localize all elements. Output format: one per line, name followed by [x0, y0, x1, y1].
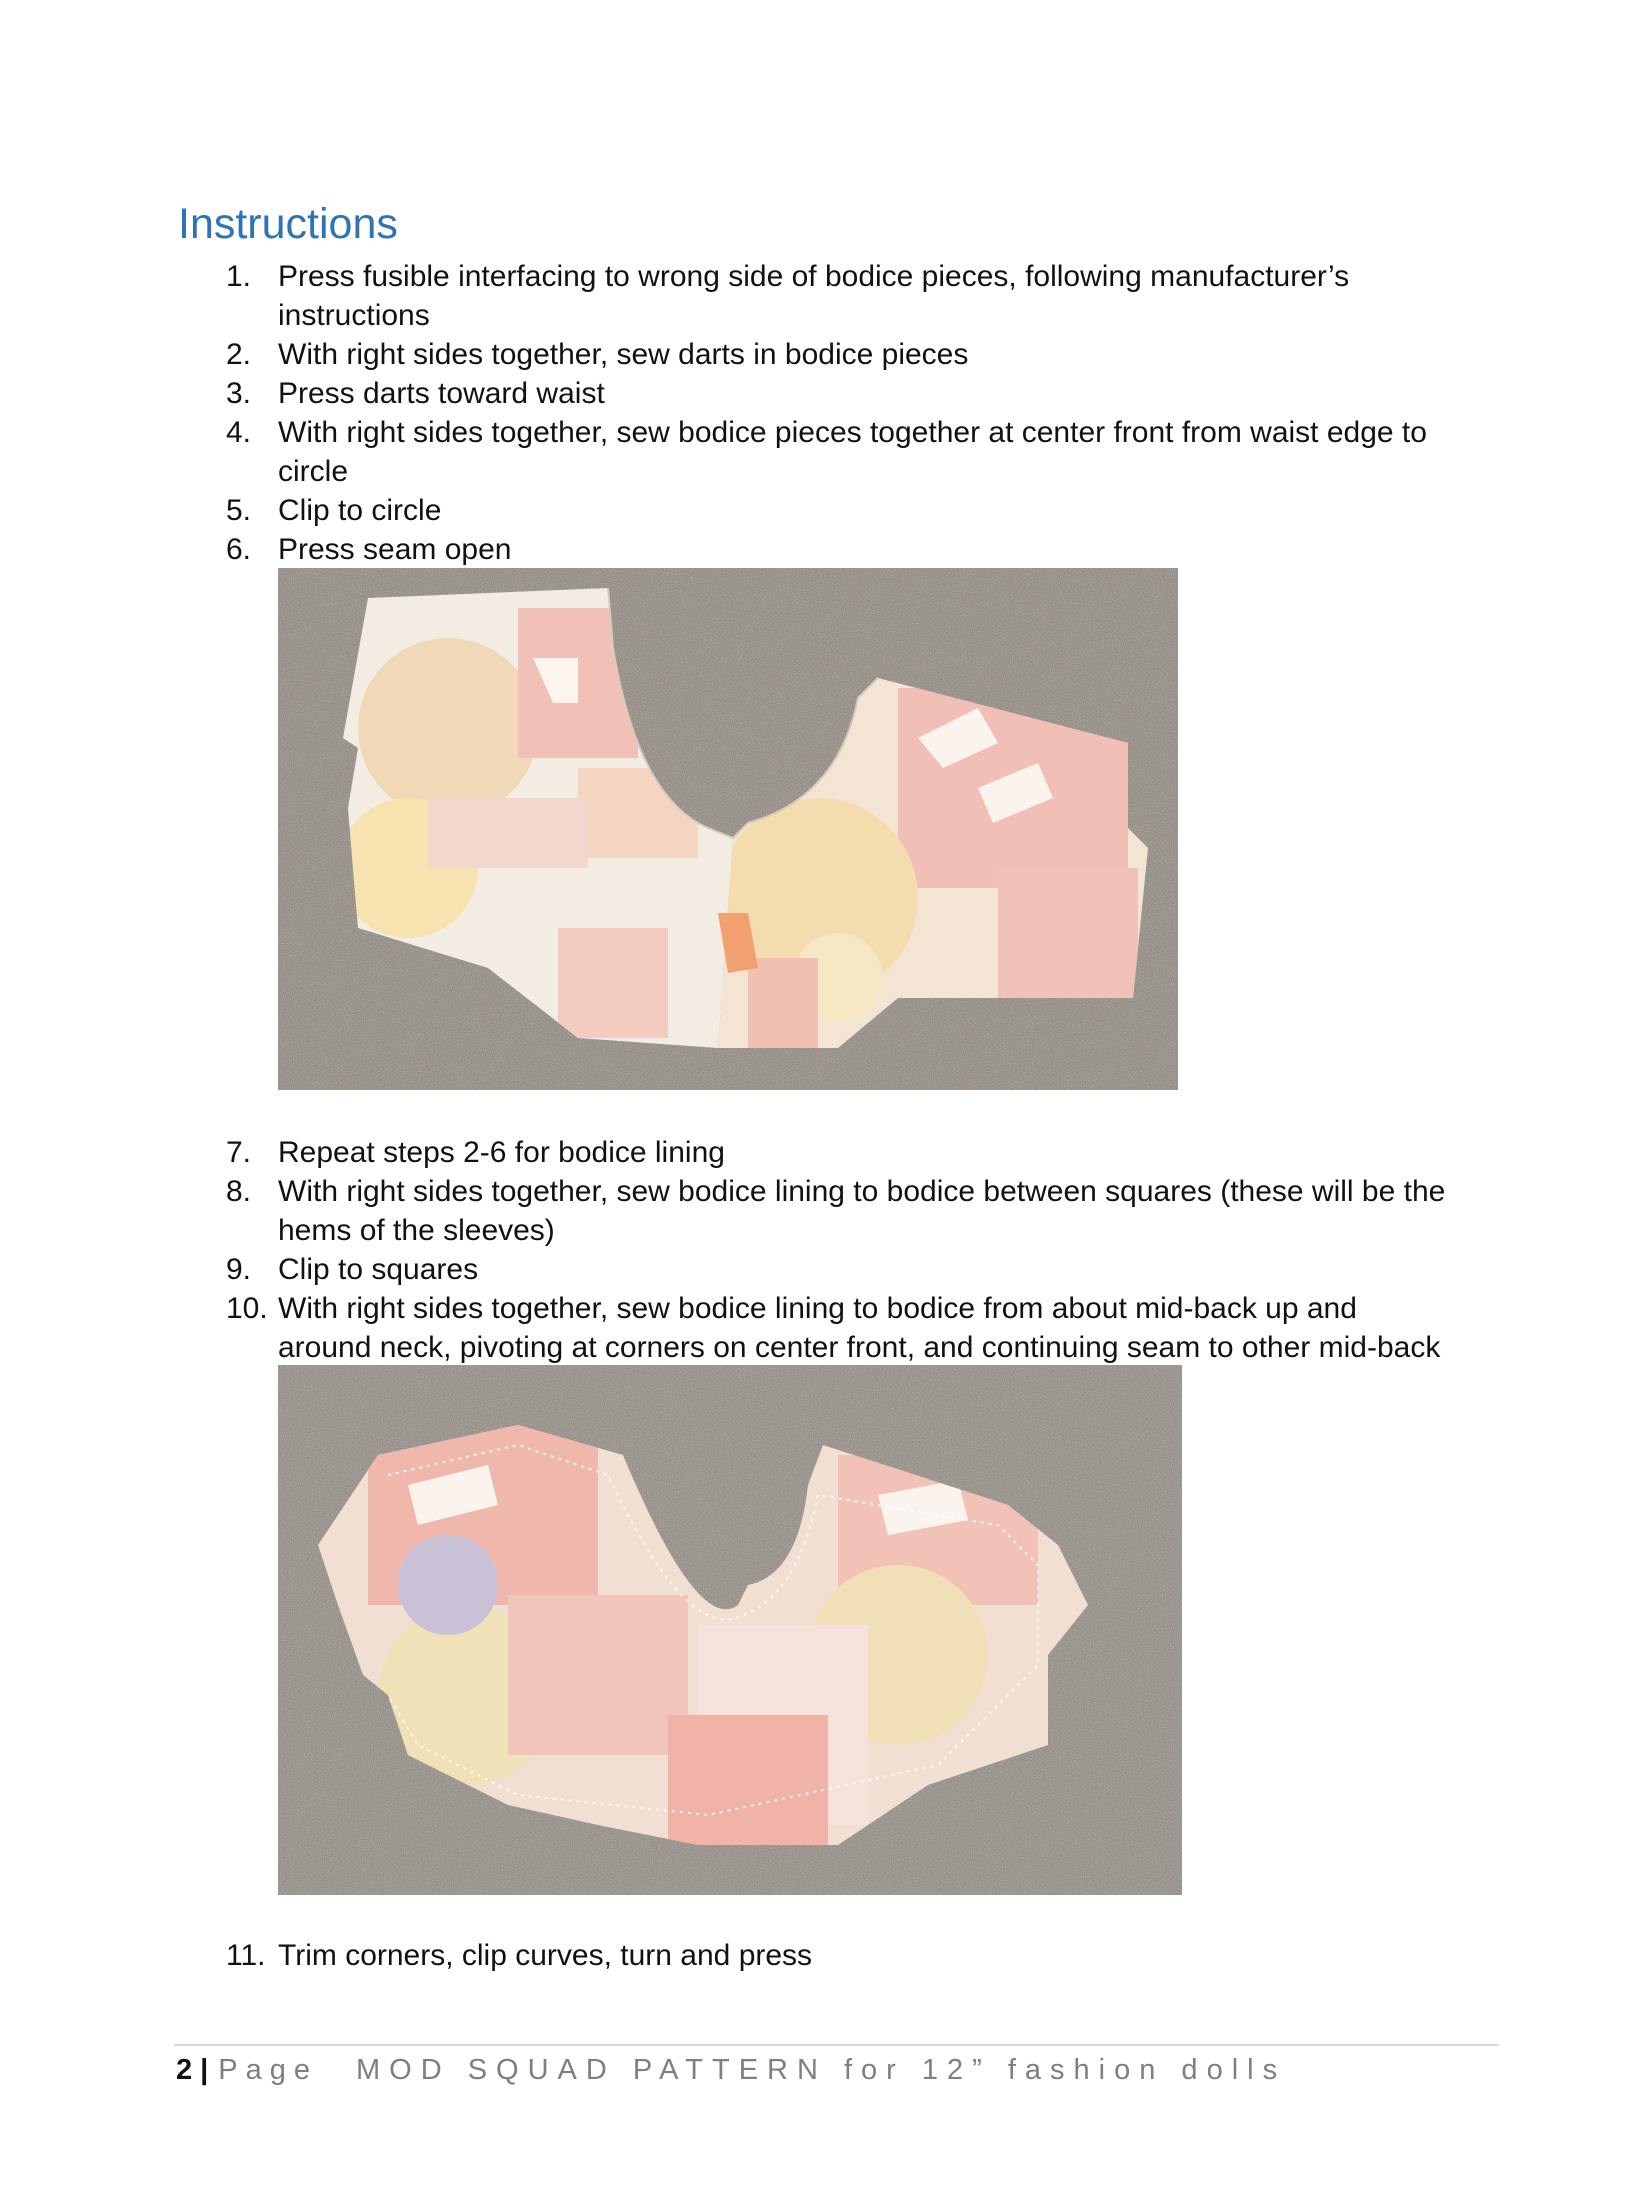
step-text: Clip to circle	[278, 494, 442, 527]
page-label: Page	[218, 2054, 318, 2086]
step-number: 7.	[226, 1136, 252, 1169]
step-text: With right sides together, sew bodice lining to bodice between squares (these will be the	[278, 1175, 1446, 1208]
step-number: 9.	[226, 1253, 252, 1286]
step-number: 3.	[226, 377, 252, 410]
step-text: Trim corners, clip curves, turn and press	[278, 1939, 813, 1972]
step-number: 11.	[226, 1939, 266, 1972]
step-number: 5.	[226, 494, 252, 527]
step-number: 2.	[226, 338, 252, 371]
step-text-continued: hems of the sleeves)	[278, 1214, 555, 1247]
footer-separator: |	[200, 2054, 209, 2086]
document-title: MOD SQUAD PATTERN for 12” fashion dolls	[356, 2054, 1287, 2086]
page-number: 2	[176, 2054, 193, 2086]
footer-divider	[174, 2044, 1499, 2046]
section-heading: Instructions	[178, 200, 398, 248]
step-text: Repeat steps 2-6 for bodice lining	[278, 1136, 725, 1169]
page-footer	[176, 2050, 1286, 2090]
step-number: 4.	[226, 416, 252, 449]
step-text-continued: circle	[278, 455, 349, 488]
step-text: With right sides together, sew darts in bodice pieces	[278, 338, 969, 371]
step-text: Clip to squares	[278, 1253, 479, 1286]
bodice-photo-lining-sewn	[278, 1365, 1182, 1895]
step-number: 8.	[226, 1175, 252, 1208]
step-number: 10.	[226, 1292, 268, 1325]
step-number: 6.	[226, 533, 252, 566]
step-text: With right sides together, sew bodice lining to bodice from about mid-back up and	[278, 1292, 1357, 1325]
step-text: With right sides together, sew bodice pieces together at center front from waist edge to	[278, 416, 1427, 449]
step-text: Press darts toward waist	[278, 377, 605, 410]
step-text: Press seam open	[278, 533, 512, 566]
step-text-continued: around neck, pivoting at corners on center front, and continuing seam to other mid-back	[278, 1331, 1441, 1364]
step-text: Press fusible interfacing to wrong side of bodice pieces, following manufacturer’s	[278, 260, 1350, 293]
bodice-photo-seam-open	[278, 568, 1178, 1090]
step-text-continued: instructions	[278, 299, 430, 332]
step-number: 1.	[226, 260, 252, 293]
